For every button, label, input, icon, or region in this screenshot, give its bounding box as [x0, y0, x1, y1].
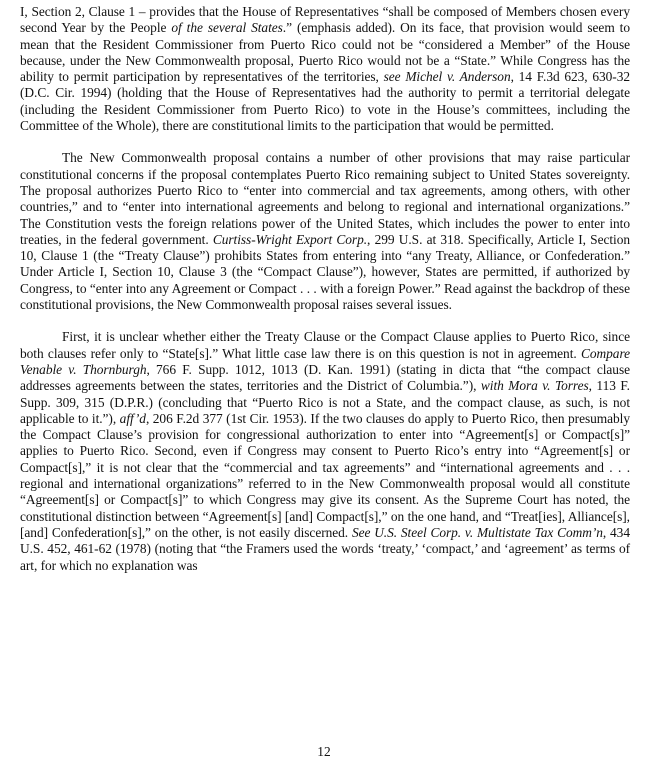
citation-text: aff’d	[119, 410, 146, 426]
citation-text: See U.S. Steel Corp. v. Multistate Tax Comm’n	[351, 524, 603, 540]
citation-text: Compare Venable v. Thornburgh	[20, 345, 630, 377]
citation-text: with Mora v. Torres	[480, 378, 589, 394]
paragraph	[20, 329, 630, 573]
text-segment: , 766 F. Supp. 1012, 1013 (D. Kan. 1991) (stating in dicta that “the compact clause addresses agreements between the states, territories and the District of Columbia.”),	[20, 361, 630, 394]
text-segment: I, Section 2, Clause 1 – provides that the House of Representatives “shall be composed of Members chosen every second Year by the People	[20, 4, 630, 36]
citation-text: of the several States	[171, 20, 283, 36]
page-number: 12	[317, 744, 331, 759]
document-body	[20, 4, 630, 574]
citation-text: see Michel v. Anderson	[383, 69, 511, 85]
text-segment: , 206 F.2d 377 (1st Cir. 1953). If the two clauses do apply to Puerto Rico, then presumably the Compact Clause’s provision for congressional authorization to enter into “Agreement[s] or Compact[s]” applies to Puerto Rico. Second, even if Congress may consent to Puerto Rico’s entry into “Agreement[s] or Compact[s],” it is not clear that the “commercial and tax agreements” and “international agreements and . . . regional and international organizations” referred to in the New Commonwealth proposal would all constitute “Agreement[s] or Compact[s]” to which Congress may give its consent. As the Supreme Court has noted, the constitutional distinction between “Agreement[s] [and] Compact[s],” on the one hand, and “Treat[ies], Alliance[s], [and] Confederation[s],” on the other, is not easily discerned.	[20, 410, 630, 540]
citation-text: Curtiss-Wright Export Corp.	[212, 231, 368, 247]
paragraph	[20, 4, 630, 134]
text-segment: .” (emphasis added). On its face, that provision would seem to mean that the Resident Commissioner from Puerto Rico could not be “considered a Member” of the House because, under the New Commonwealth proposal, Puerto Rico would not be a “State.” While Congress has the ability to permit participation by representatives of the territories,	[20, 20, 630, 85]
text-segment: , 113 F. Supp. 309, 315 (D.P.R.) (concluding that “Puerto Rico is not a State, and the compact clause, as such, is not applicable to it.”),	[20, 378, 630, 426]
text-segment: , 299 U.S. at 318. Specifically, Article I, Section 10, Clause 1 (the “Treaty Clause”) prohibits States from entering into “any Treaty, Alliance, or Confederation.” Under Article I, Section 10, Clause 3 (the “Compact Clause”), however, States are permitted, if authorized by Congress, to “enter into any Agreement or Compact . . . with a foreign Power.” Read against the backdrop of these constitutional provisions, the New Commonwealth proposal raises several issues.	[20, 231, 630, 313]
text-segment: , 14 F.3d 623, 630-32 (D.C. Cir. 1994) (holding that the House of Representatives had the authority to permit a territorial delegate (including the Resident Commissioner from Puerto Rico) to vote in the House’s committees, including the Committee of the Whole), there are constitutional limits to the participation that would be permitted.	[20, 69, 630, 134]
text-segment: , 434 U.S. 452, 461-62 (1978) (noting that “the Framers used the words ‘treaty,’ ‘compact,’ and ‘agreement’ as terms of art, for which no explanation was	[20, 524, 630, 573]
text-segment: First, it is unclear whether either the Treaty Clause or the Compact Clause applies to Puerto Rico, since both clauses refer only to “State[s].” What little case law there is on this question is not in agreement.	[20, 329, 630, 361]
paragraph	[20, 150, 630, 313]
text-segment: The New Commonwealth proposal contains a number of other provisions that may raise particular constitutional concerns if the proposal contemplates Puerto Rico remaining subject to United States sovereignty. The proposal authorizes Puerto Rico to “enter into commercial and tax agreements, among others, with other countries,” and to “enter into international agreements and belong to regional and international organizations.” The Constitution vests the foreign relations power of the United States, which includes the power to enter into treaties, in the federal government.	[20, 150, 630, 247]
